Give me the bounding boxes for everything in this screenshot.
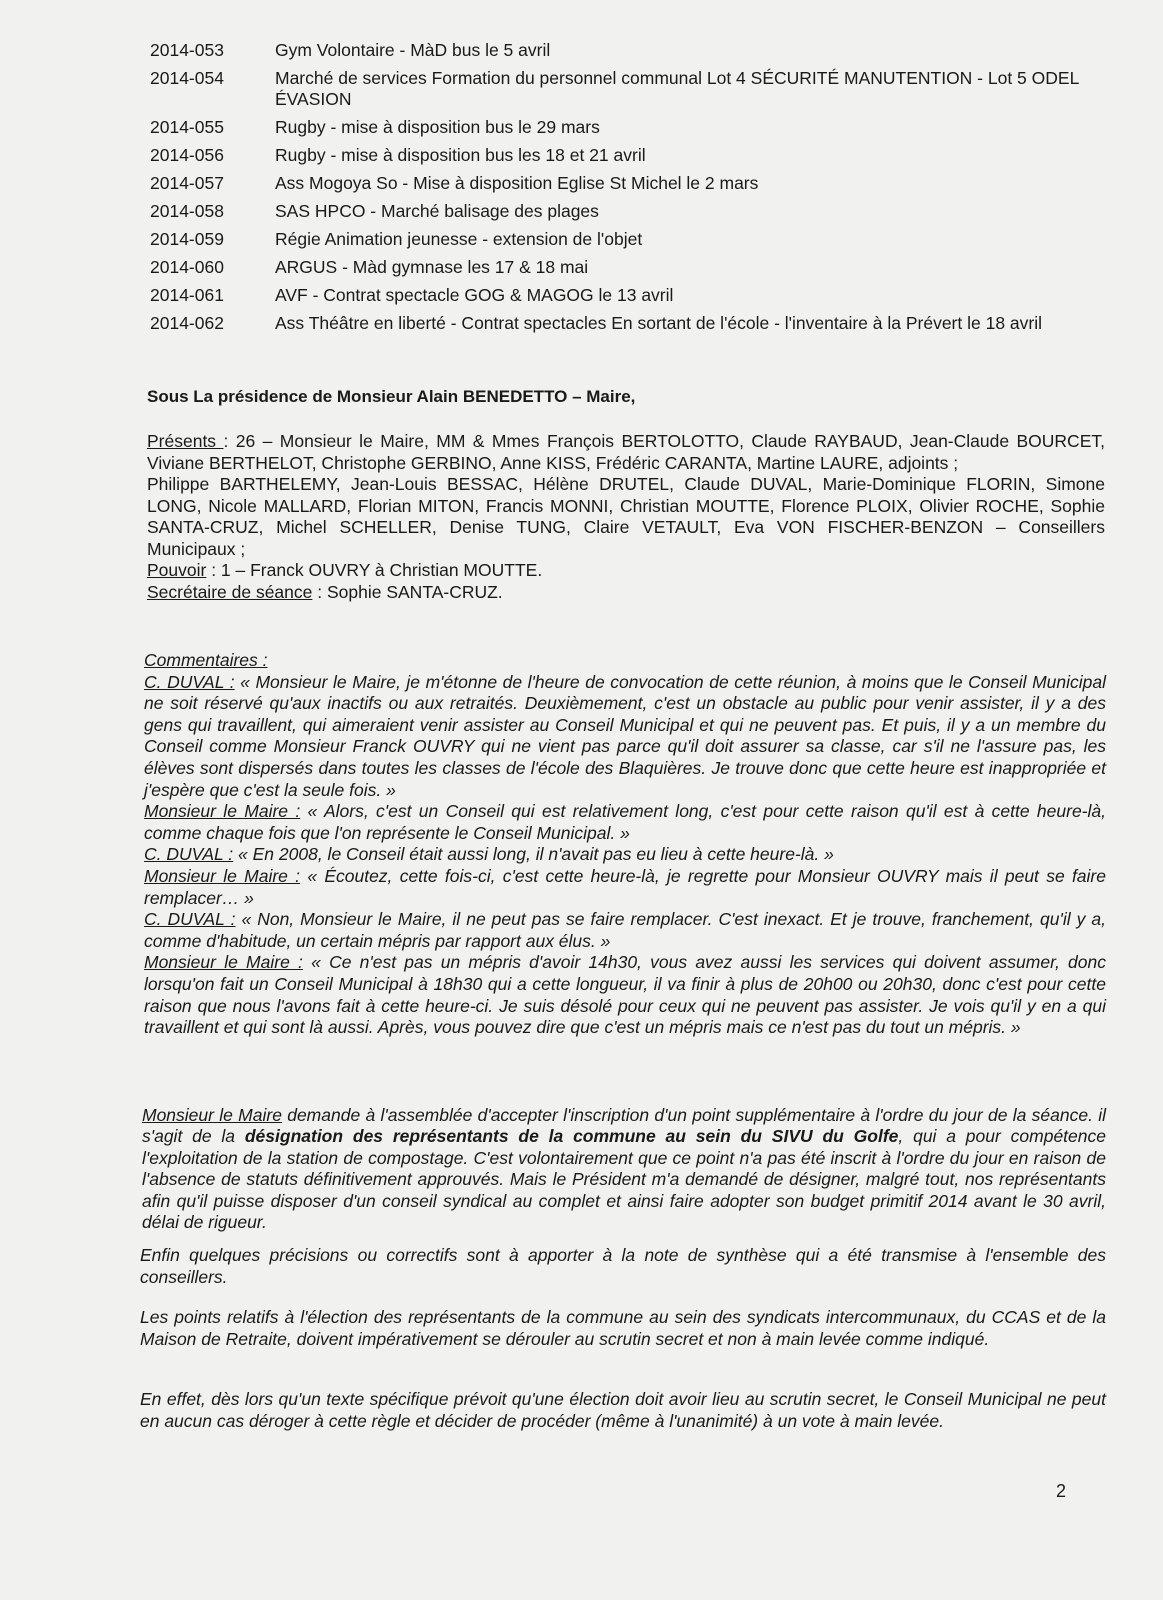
comment-exchange	[144, 909, 1106, 952]
decision-code: 2014-055	[150, 117, 224, 137]
comment-exchange	[144, 952, 1106, 1038]
comment-speaker: Monsieur le Maire :	[144, 952, 303, 973]
maire-demande-speaker: Monsieur le Maire	[142, 1104, 282, 1125]
decision-text: Rugby - mise à disposition bus le 29 mars	[275, 117, 600, 137]
decision-row	[150, 201, 1110, 222]
effet-paragraph: En effet, dès lors qu'un texte spécifique prévoit qu'une élection doit avoir lieu au scrutin secret, le Conseil Municipal ne peut en aucun cas déroger à cette règle et décider de procéder (même à l'unanimité) à un vote à main levée.	[140, 1389, 1106, 1431]
pouvoir-text: : 1 – Franck OUVRY à Christian MOUTTE.	[206, 560, 543, 580]
decision-row	[150, 68, 1110, 110]
pouvoir-paragraph	[147, 560, 1105, 582]
decision-code: 2014-059	[150, 229, 224, 249]
comment-exchange	[144, 801, 1106, 844]
pouvoir-label: Pouvoir	[147, 560, 207, 580]
secretaire-label: Secrétaire de séance	[147, 581, 313, 602]
decision-row	[150, 257, 1110, 278]
decision-text: Ass Théâtre en liberté - Contrat spectacles En sortant de l'école - l'inventaire à la Prévert le 18 avril	[275, 313, 1043, 333]
decision-text: Ass Mogoya So - Mise à disposition Eglise St Michel le 2 mars	[275, 173, 759, 193]
decision-code: 2014-053	[150, 40, 224, 60]
decision-text: SAS HPCO - Marché balisage des plages	[275, 201, 599, 221]
presents-text: : 26 – Monsieur le Maire, MM & Mmes François BERTOLOTTO, Claude RAYBAUD, Jean-Claude BOURCET, Viviane BERTHELOT, Christophe GERBINO, Anne KISS, Frédéric CARANTA, Martine LAURE, adjoints ;	[147, 431, 1105, 473]
maire-demande-bold: désignation des représentants de la commune au sein du SIVU du Golfe	[244, 1126, 899, 1147]
comment-exchange	[144, 844, 1106, 866]
comment-text: « Monsieur le Maire, je m'étonne de l'heure de convocation de cette réunion, à moins que le Conseil Municipal ne soit réservé qu'aux inactifs ou aux retraités. Deuxièmement, c'est un obstacle au public pour venir assister, il y a des gens qui travaillent, qui aimeraient venir assister au Conseil Municipal et qui ne peuvent pas. Et puis, il y a un membre du Conseil comme Monsieur Franck OUVRY qui ne vient pas parce qu'il doit assurer sa classe, car s'il ne l'assure pas, les élèves sont dispersés dans toutes les classes de l'école des Blaquières. Je trouve donc que cette heure est inappropriée et j'espère que c'est la seule fois. »	[144, 671, 1106, 800]
maire-demande-text-before: demande à l'assemblée d'accepter l'inscription d'un point supplémentaire à l'ordre du jour de la séance. il s'agit de la	[142, 1104, 1106, 1147]
conseillers-paragraph: Philippe BARTHELEMY, Jean-Louis BESSAC, Hélène DRUTEL, Claude DUVAL, Marie-Dominique FLORIN, Simone LONG, Nicole MALLARD, Florian MITON, Francis MONNI, Christian MOUTTE, Florence PLOIX, Olivier ROCHE, Sophie SANTA-CRUZ, Michel SCHELLER, Denise TUNG, Claire VETAULT, Eva VON FISCHER-BENZON – Conseillers Municipaux ;	[147, 474, 1105, 559]
page-number: 2	[1056, 1481, 1067, 1501]
decision-code: 2014-057	[150, 173, 224, 193]
decision-text: Gym Volontaire - MàD bus le 5 avril	[275, 40, 551, 60]
decision-row	[150, 40, 1110, 61]
decision-row	[150, 117, 1110, 138]
decision-code: 2014-058	[150, 201, 224, 221]
comment-exchange	[144, 866, 1106, 909]
secretaire-paragraph	[147, 582, 1105, 604]
decision-text: Rugby - mise à disposition bus les 18 et 21 avril	[275, 145, 646, 165]
decision-code: 2014-061	[150, 285, 224, 305]
comment-text: « Ce n'est pas un mépris d'avoir 14h30, vous avez aussi les services qui doivent assumer, donc lorsqu'on fait un Conseil Municipal à 18h30 qui a cette longueur, il va finir à plus de 20h00 ou 20h30, donc c'est pour cette raison que nous l'avons fait à cette heure-ci. Je suis désolé pour ceux qui ne peuvent pas assister. Je vois qu'il y en a qui travaillent et qui sont là aussi. Après, vous pouvez dire que c'est un mépris mais ce n'est pas du tout un mépris. »	[144, 952, 1106, 1038]
decision-text: ARGUS - Màd gymnase les 17 & 18 mai	[275, 257, 589, 277]
attendance-block	[147, 431, 1105, 603]
comment-exchange	[144, 672, 1106, 802]
comment-text: « En 2008, le Conseil était aussi long, il n'avait pas eu lieu à cette heure-là. »	[233, 844, 834, 865]
commentaires-heading: Commentaires :	[144, 650, 268, 670]
comment-text: « Non, Monsieur le Maire, il ne peut pas se faire remplacer. C'est inexact. Et je trouve, franchement, qu'il y a, comme d'habitude, un certain mépris par rapport aux élus. »	[144, 909, 1106, 951]
decisions-list	[150, 40, 1110, 341]
decision-code: 2014-054	[150, 68, 224, 88]
enfin-paragraph: Enfin quelques précisions ou correctifs sont à apporter à la note de synthèse qui a été transmise à l'ensemble des conseillers.	[140, 1245, 1106, 1287]
decision-code: 2014-062	[150, 313, 224, 333]
points-paragraph: Les points relatifs à l'élection des représentants de la commune au sein des syndicats intercommunaux, du CCAS et de la Maison de Retraite, doivent impérativement se dérouler au scrutin secret et non à main levée comme indiqué.	[140, 1307, 1106, 1349]
comment-speaker: C. DUVAL :	[144, 909, 236, 930]
comment-speaker: Monsieur le Maire :	[144, 801, 301, 822]
decision-code: 2014-060	[150, 257, 224, 277]
presents-paragraph	[147, 431, 1105, 474]
maire-demande-text-after: , qui a pour compétence l'exploitation de la station de compostage. C'est volontairement que ce point n'a pas été inscrit à l'ordre du jour en raison de l'absence de statuts définitivement approuvés. Mais le Président m'a demandé de désigner, malgré tout, nos représentants afin qu'il puisse disposer d'un conseil syndical au complet et ainsi faire adopter son budget primitif 2014 avant le 30 avril, délai de rigueur.	[142, 1126, 1106, 1233]
decision-row	[150, 229, 1110, 250]
comment-speaker: Monsieur le Maire :	[144, 865, 301, 886]
decision-text: Régie Animation jeunesse - extension de l'objet	[275, 229, 643, 249]
commentaires-section	[144, 650, 1106, 1039]
decision-code: 2014-056	[150, 145, 224, 165]
comment-text: « Alors, c'est un Conseil qui est relativement long, c'est pour cette raison qu'il est à cette heure-là, comme chaque fois que l'on représente le Conseil Municipal. »	[144, 801, 1106, 843]
presidence-heading: Sous La présidence de Monsieur Alain BENEDETTO – Maire,	[147, 387, 636, 406]
decision-text: Marché de services Formation du personnel communal Lot 4 SÉCURITÉ MANUTENTION - Lot 5 ODEL ÉVASION	[275, 68, 1079, 109]
decision-row	[150, 285, 1110, 306]
secretaire-text: : Sophie SANTA-CRUZ.	[312, 581, 503, 602]
decision-text: AVF - Contrat spectacle GOG & MAGOG le 13 avril	[275, 285, 674, 305]
comment-text: « Écoutez, cette fois-ci, c'est cette heure-là, je regrette pour Monsieur OUVRY mais il peut se faire remplacer… »	[144, 865, 1106, 908]
presents-label: Présents	[147, 431, 224, 451]
decision-row	[150, 173, 1110, 194]
decision-row	[150, 145, 1110, 166]
comment-speaker: C. DUVAL :	[144, 671, 235, 692]
comment-speaker: C. DUVAL :	[144, 844, 234, 865]
decision-row	[150, 313, 1110, 334]
maire-demande-paragraph	[142, 1105, 1106, 1235]
